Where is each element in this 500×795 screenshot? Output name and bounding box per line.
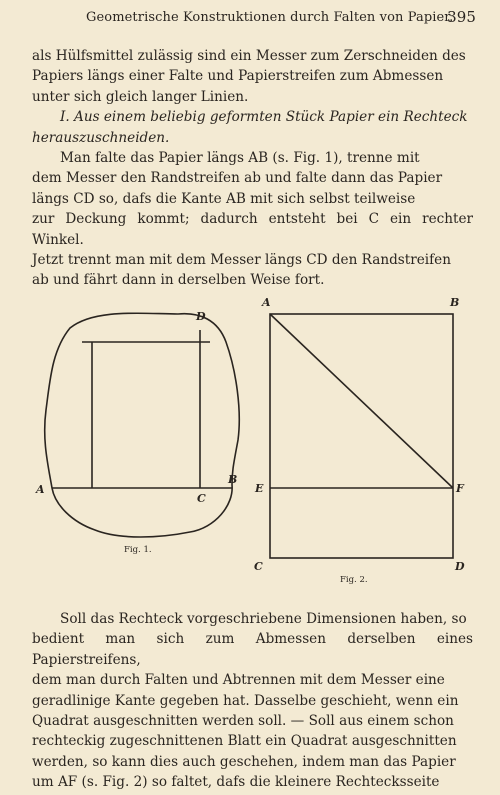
text-line: dem man durch Falten und Abtrennen mit dem Messer eine	[32, 672, 445, 689]
figures	[0, 290, 500, 600]
page-number: 395	[447, 8, 476, 26]
text-line: geradlinige Kante gegeben hat. Dasselbe geschieht, wenn ein	[32, 692, 459, 709]
text-line: Soll das Rechteck vorgeschriebene Dimensionen haben, so	[60, 611, 467, 627]
fig2-label-e: E	[255, 482, 264, 495]
text-line: Papiers längs einer Falte und Papierstreifen zum Abmessen	[32, 68, 444, 85]
fig2-label-f: F	[456, 482, 464, 495]
text-line: dem Messer den Randstreifen ab und falte dann das Papier	[32, 170, 443, 187]
text-line: werden, so kann dies auch geschehen, indem man das Papier	[32, 753, 456, 770]
fig2-label-b: B	[450, 296, 460, 309]
fig1-label-c: C	[197, 492, 206, 505]
section-heading: I. Aus einem beliebig geformten Stück Papier ein Rechteck	[60, 109, 468, 126]
irregular-paper-outline	[45, 313, 240, 537]
fig1-caption: Fig. 1.	[124, 545, 152, 555]
text-line: Quadrat ausgeschnitten werden soll. — Soll aus einem schon	[32, 713, 454, 730]
text-line: um AF (s. Fig. 2) so faltet, dafs die kleinere Rechtecksseite	[32, 774, 440, 791]
fig2-label-d: D	[455, 560, 465, 573]
text-line: unter sich gleich langer Linien.	[32, 88, 249, 105]
text-line: Jetzt trennt man mit dem Messer längs CD den Randstreifen	[32, 252, 451, 269]
running-title: Geometrische Konstruktionen durch Falten von Papier.	[86, 10, 454, 25]
text-line: ab und fährt dann in derselben Weise fort.	[32, 272, 325, 289]
figure-2	[270, 314, 453, 558]
fig2-label-a: A	[262, 296, 271, 309]
text-line: bedient man sich zum Abmessen derselben eines Papierstreifens,	[32, 631, 473, 668]
bottom-text-block	[32, 609, 473, 793]
text-line: längs CD so, dafs die Kante AB mit sich selbst teilweise	[32, 190, 416, 207]
fig2-caption: Fig. 2.	[340, 575, 368, 585]
fig1-label-d: D	[196, 310, 206, 323]
section-heading: herauszuschneiden.	[32, 129, 170, 146]
fig1-label-a: A	[36, 483, 45, 496]
text-line: rechteckig zugeschnittenen Blatt ein Quadrat ausgeschnitten	[32, 733, 457, 750]
rectangle-abcd	[270, 314, 453, 558]
text-line: als Hülfsmittel zulässig sind ein Messer zum Zerschneiden des	[32, 48, 466, 64]
top-text-block	[32, 46, 473, 291]
fig1-label-b: B	[228, 473, 238, 486]
text-line: Man falte das Papier längs AB (s. Fig. 1), trenne mit	[60, 150, 420, 167]
diagonal-af	[270, 314, 453, 488]
text-line: zur Deckung kommt; dadurch entsteht bei C ein rechter Winkel.	[32, 211, 473, 248]
fig2-label-c: C	[254, 560, 263, 573]
figure-1	[45, 313, 240, 537]
